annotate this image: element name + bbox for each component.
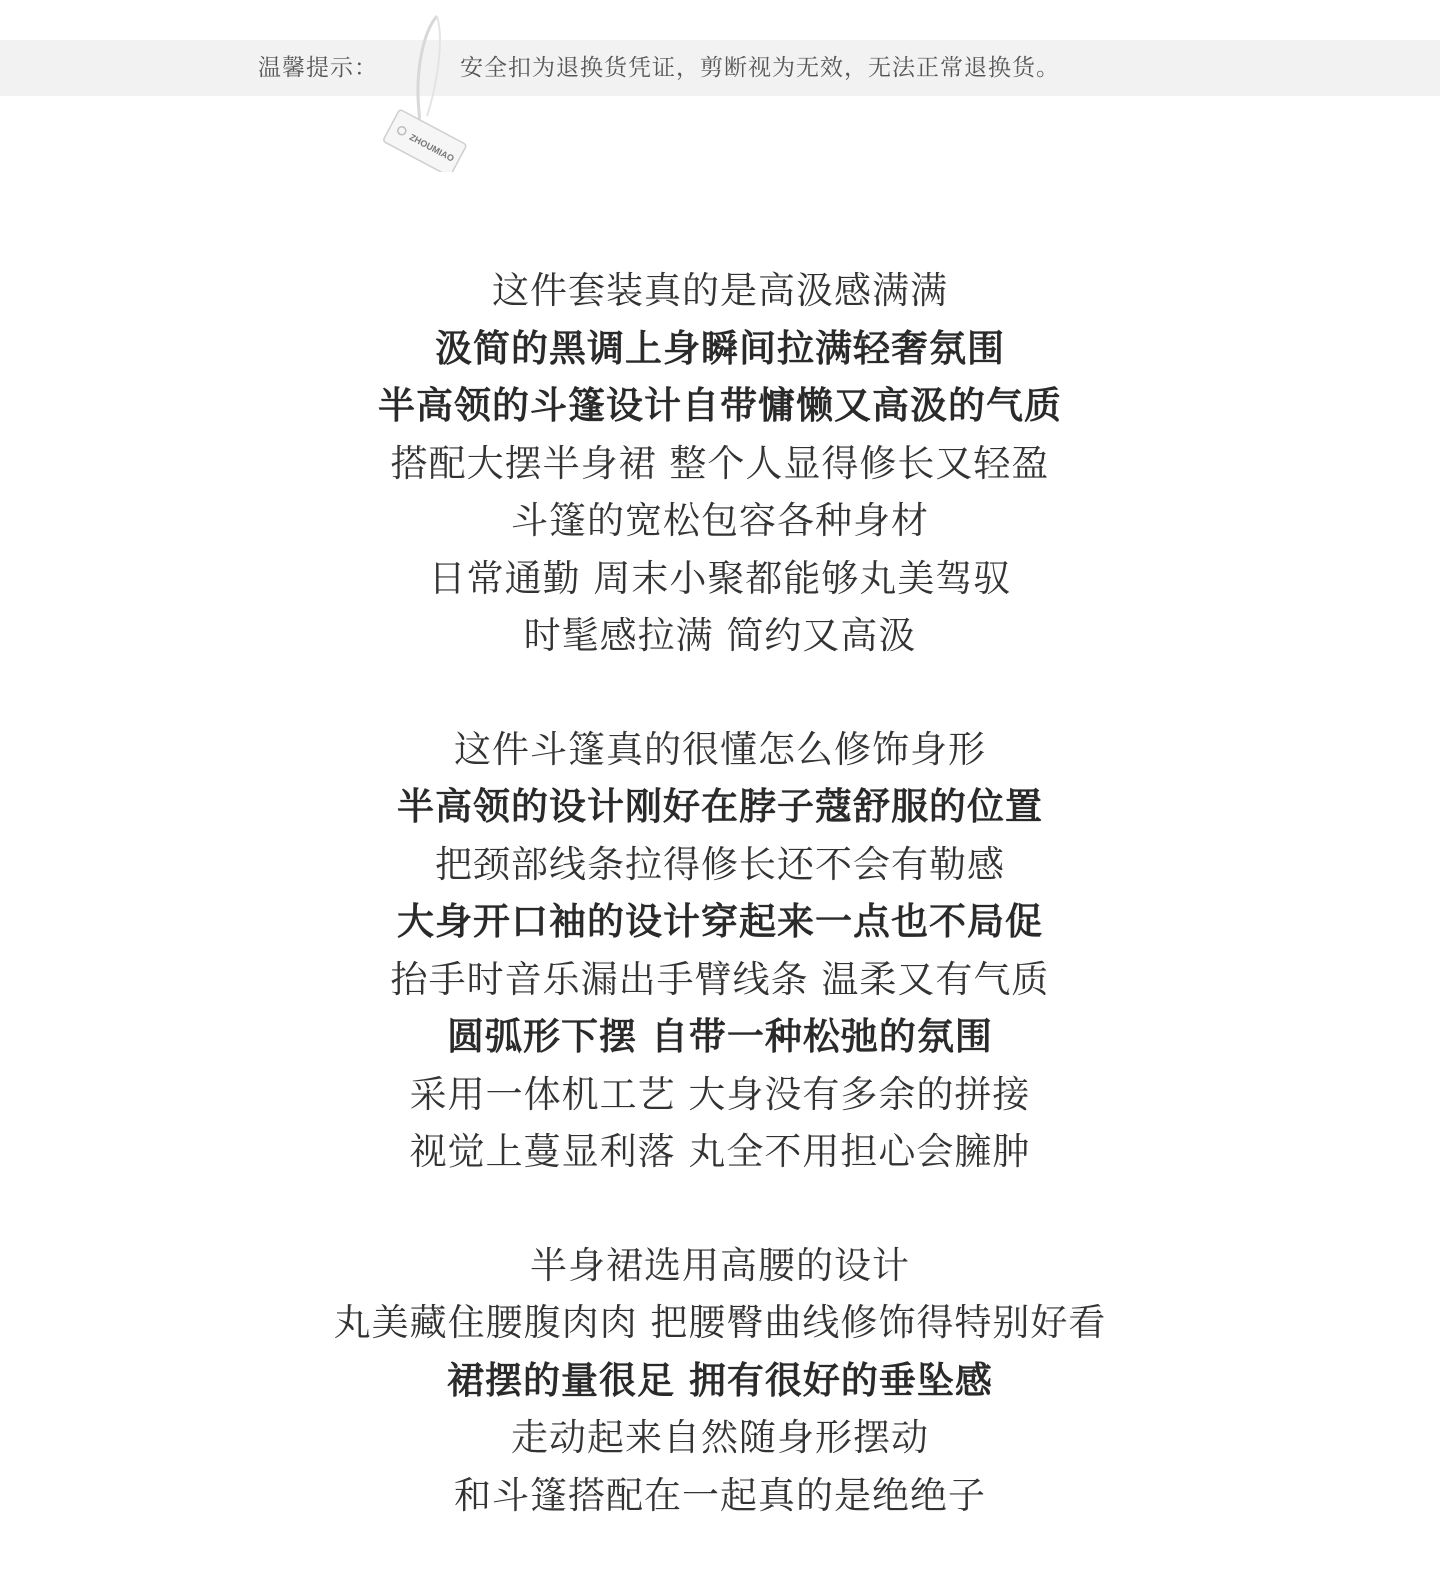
text-line: 这件套装真的是高汲感满满	[492, 269, 948, 312]
text-line: 抬手时音乐漏出手臂线条 温柔又有气质	[390, 957, 1050, 1001]
text-line: 斗篷的宽松包容各种身材	[511, 499, 929, 542]
text-line: 把颈部线条拉得修长还不会有勒感	[435, 842, 1005, 886]
product-description	[0, 262, 1440, 1580]
text-line-bold: 汲简的黑调上身瞬间拉满轻奢氛围	[435, 326, 1005, 370]
text-line-bold: 圆弧形下摆 自带一种松弛的氛围	[447, 1015, 993, 1058]
text-line-bold: 半高领的斗篷设计自带慵懒又高汲的气质	[378, 384, 1062, 427]
text-line: 这件斗篷真的很懂怎么修饰身形	[454, 727, 986, 771]
text-line: 丸美藏住腰腹肉肉 把腰臀曲线修饰得特别好看	[333, 1301, 1107, 1344]
text-line: 和斗篷搭配在一起真的是绝绝子	[454, 1473, 986, 1517]
notice-label: 温馨提示：	[258, 55, 378, 81]
text-line-bold: 半高领的设计刚好在脖子蔻舒服的位置	[397, 785, 1043, 828]
notice-text: 安全扣为退换货凭证，剪断视为无效，无法正常退换货。	[460, 55, 1060, 81]
text-line: 走动起来自然随身形摆动	[511, 1416, 929, 1459]
paragraph-1	[0, 262, 1440, 665]
text-line: 采用一体机工艺 大身没有多余的拼接	[409, 1072, 1031, 1116]
security-tag-icon	[375, 12, 485, 172]
text-line: 搭配大摆半身裙 整个人显得修长又轻盈	[390, 441, 1050, 485]
tag-brand-text: ZHOUMIAO	[407, 131, 456, 164]
paragraph-3	[0, 1237, 1440, 1525]
text-line-bold: 大身开口袖的设计穿起来一点也不局促	[397, 900, 1043, 943]
text-line-bold: 裙摆的量很足 拥有很好的垂坠感	[447, 1358, 993, 1402]
text-line: 时髦感拉满 简约又高汲	[523, 614, 917, 657]
text-line: 半身裙选用高腰的设计	[530, 1243, 910, 1287]
text-line: 日常通勤 周末小聚都能够丸美驾驭	[428, 556, 1012, 600]
paragraph-2	[0, 721, 1440, 1181]
text-line: 视觉上蔓显利落 丸全不用担心会臃肿	[409, 1130, 1031, 1173]
